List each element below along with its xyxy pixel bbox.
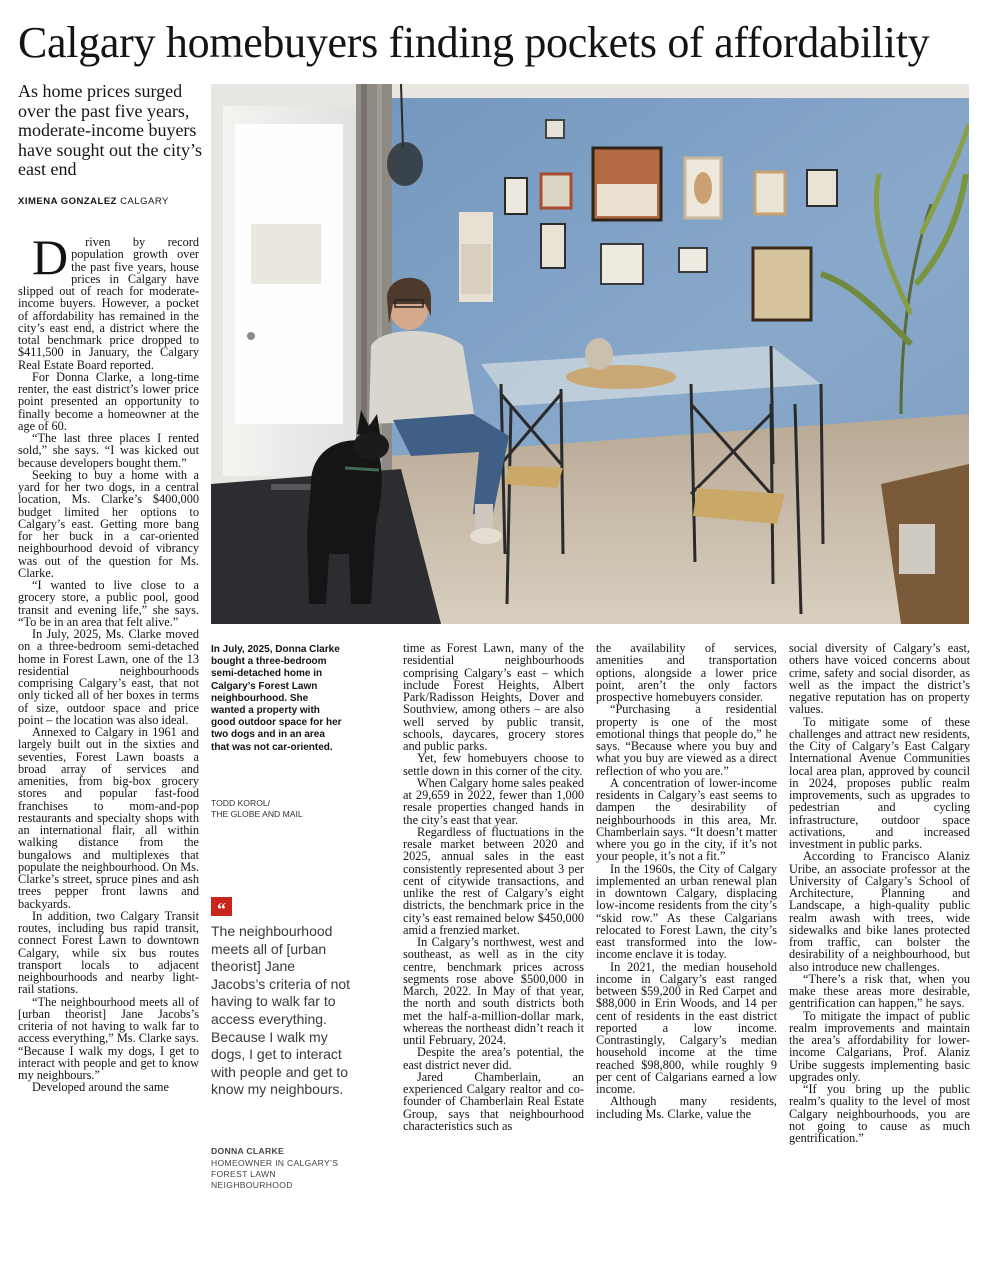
article-column-2	[403, 642, 584, 1132]
article-paragraph: In the 1960s, the City of Calgary implemented an urban renewal plan in downtown Calgary, displacing low-income residents from the city’s “skid row.” As these Calgarians relocated to Forest Lawn, the city’s east transformed into the low-income enclave it is today.	[596, 861, 777, 962]
article-paragraph: Developed around the same	[32, 1080, 169, 1095]
article-paragraph: “If you bring up the public realm’s quality to the level of most Calgary neighbourhoods, you are not going to cause as much gentrification.”	[789, 1082, 970, 1145]
article-paragraph: “The neighbourhood meets all of [urban theorist] Jane Jacobs’s criteria of not having to walk far to access everything,” Ms. Clarke says. “Because I walk my dogs, I get to interact with people and get to know my neighbours.”	[18, 994, 199, 1082]
article-paragraph: Annexed to Calgary in 1961 and largely built out in the sixties and seventies, Forest Lawn boasts a broad array of services and amenities, from big-box grocery stores and popular fast-food franchises to mom-and-pop restaurants and specialty shops with an international flair, all within walking distance from the bungalows and multiplexes that populate the neighbourhood. On Ms. Clarke’s street, spruce pines and ash trees pepper front lawns and backyards.	[18, 725, 200, 911]
quote-icon: “	[211, 897, 232, 916]
article-paragraph: Driven by record population growth over the past five years, house prices in Calgary have slipped out of reach for moderate-income buyers. However, a pocket of affordability has remained in the city’s east end, a district where the total benchmark price dropped to $411,500 in January, the Calgary Real Estate Board reported.	[18, 229, 199, 372]
headline: Calgary homebuyers finding pockets of affordability	[18, 18, 930, 67]
article-paragraph: “There’s a risk that, when you make these areas more desirable, gentrification can happen,” he says.	[789, 971, 970, 1011]
pull-quote-title: HOMEOWNER IN CALGARY’S FOREST LAWN NEIGHBOURHOOD	[211, 1158, 339, 1191]
article-column-3	[596, 642, 777, 1120]
photo-credit-line: TODD KOROL/	[211, 798, 271, 808]
byline-location: CALGARY	[120, 196, 169, 207]
article-paragraph: “The last three places I rented sold,” she says. “I was kicked out because developers bought them.”	[18, 431, 199, 470]
byline-author: XIMENA GONZALEZ	[18, 196, 117, 207]
article-paragraph: “I wanted to live close to a grocery store, a public pool, good transit and evening life,” she says. “To be in an area that felt alive.”	[18, 578, 199, 629]
article-paragraph: Despite the area’s potential, the east district never did.	[403, 1045, 584, 1072]
article-paragraph: To mitigate the impact of public realm improvements and maintain the area’s affordability for lower-income Calgarians, Prof. Alaniz Uribe suggests implementing basic upgrades only.	[789, 1008, 970, 1084]
article-paragraph: To mitigate some of these challenges and attract new residents, the City of Calgary’s East Calgary International Avenue Communities local area plan, approved by council in 2024, proposes public realm improvements, such as upgrades to pedestrian and cycling infrastructure, outdoor space activations, and increased investment in public parks.	[789, 714, 970, 851]
article-paragraph: In 2021, the median household income in Calgary’s east ranged between $59,200 in Red Carpet and $88,000 in Erin Woods, and 14 per cent of residents in the east district reported a low income. Contrastingly, Calgary’s median household income at the time reached $98,800, while roughly 9 per cent of Calgarians earned a low income.	[596, 959, 777, 1096]
photo-credit-line: THE GLOBE AND MAIL	[211, 809, 303, 820]
article-paragraph: Regardless of fluctuations in the resale market between 2020 and 2025, annual sales in the east consistently represented about 3 per cent of citywide transactions, and unlike the rest of Calgary’s eight districts, the benchmark price in the city’s east remained below $450,000 amid a frenzied market.	[403, 824, 584, 937]
article-paragraph: When Calgary home sales peaked at 29,659 in 2022, fewer than 1,000 resale properties changed hands in the city’s east that year.	[403, 775, 584, 827]
photo-caption: In July, 2025, Donna Clarke bought a three-bedroom semi-detached home in Calgary’s Forest Lawn neighbourhood. She wanted a property with good outdoor space for her two dogs and in an area that was not car-oriented.	[211, 644, 342, 753]
article-paragraph: the availability of services, amenities and transportation options, alongside a lower price point, aren’t the only factors prospective homebuyers consider.	[596, 641, 777, 704]
article-paragraph: Yet, few homebuyers choose to settle down in this corner of the city.	[403, 751, 584, 778]
photo-credit	[211, 798, 361, 821]
deck: As home prices surged over the past five years, moderate-income buyers have sought out the city’s east end	[18, 81, 202, 179]
article-column-4	[789, 642, 970, 1144]
article-paragraph: “Purchasing a residential property is one of the most emotional things that people do,” he says. “Because where you buy and what you buy are viewed as a direct reflection of who you are.”	[596, 702, 777, 778]
article-paragraph: time as Forest Lawn, many of the residential neighbourhoods comprising Calgary’s east – which include Forest Heights, Albert Park/Radisson Heights, Dover and Southview, among others – are also well served by public transit, schools, daycares, grocery stores and public parks.	[403, 641, 584, 753]
article-photo	[211, 84, 969, 624]
article-paragraph: In July, 2025, Ms. Clarke moved on a three-bedroom semi-detached home in Forest Lawn, one of the 13 residential neighbourhoods comprising Calgary’s east, that not only ticked all of her boxes in terms of size, outdoor space and price point – the location was also ideal.	[18, 627, 199, 727]
article-paragraph: Although many residents, including Ms. Clarke, value the	[596, 1094, 777, 1121]
article-paragraph: For Donna Clarke, a long-time renter, the east district’s lower price point presented an opportunity to finally become a homeowner at the age of 60.	[18, 369, 199, 433]
article-paragraph: Jared Chamberlain, an experienced Calgary realtor and co-founder of Chamberlain Real Estate Group, says that neighbourhood characteristics such as	[403, 1069, 584, 1133]
article-paragraph: In addition, two Calgary Transit routes, including bus rapid transit, connect Forest Lawn to downtown Calgary, while six bus routes transport locals to adjacent neighbourhoods and nearby light-rail stations.	[18, 908, 199, 997]
article-paragraph: A concentration of lower-income residents in Calgary’s east seems to dampen the desirability of neighbourhoods in this area, Mr. Chamberlain says. “It doesn’t matter where you go in the city, if it’s not your people, it’s not a fit.”	[596, 775, 777, 864]
article-paragraph: social diversity of Calgary’s east, others have voiced concerns about crime, safety and social disorder, as well as the impact the district’s negative reputation has on property values.	[789, 641, 970, 717]
article-column-1	[18, 229, 200, 1095]
article-paragraph: Seeking to buy a home with a yard for her two dogs, in a central location, Ms. Clarke’s $400,000 budget limited her options to Calgary’s east. Getting more bang for her buck in a car-oriented neighbourhood devoid of vibrancy was out of the question for Ms. Clarke.	[18, 467, 199, 580]
byline	[18, 196, 204, 207]
pull-quote: The neighbourhood meets all of [urban theorist] Jane Jacobs’s criteria of not having to walk far to access everything. Because I walk my dogs, I get to interact with people and get to know my neighbours.	[211, 923, 351, 1098]
article-paragraph: According to Francisco Alaniz Uribe, an associate professor at the University of Calgary’s School of Architecture, Planning and Landscape, a high-quality public realm awash with trees, wide sidewalks and bike lanes protected from traffic, can bolster the desirability of a neighbourhood, but also introduce new challenges.	[789, 849, 970, 974]
pull-quote-name: DONNA CLARKE	[211, 1146, 284, 1156]
article-paragraph: In Calgary’s northwest, west and southeast, as well as in the city centre, benchmark prices across segments rose above $500,000 in March, 2022. In May of that year, the north and south districts both met the half-a-million-dollar mark, whereas the northeast didn’t reach it until February, 2024.	[403, 935, 584, 1047]
